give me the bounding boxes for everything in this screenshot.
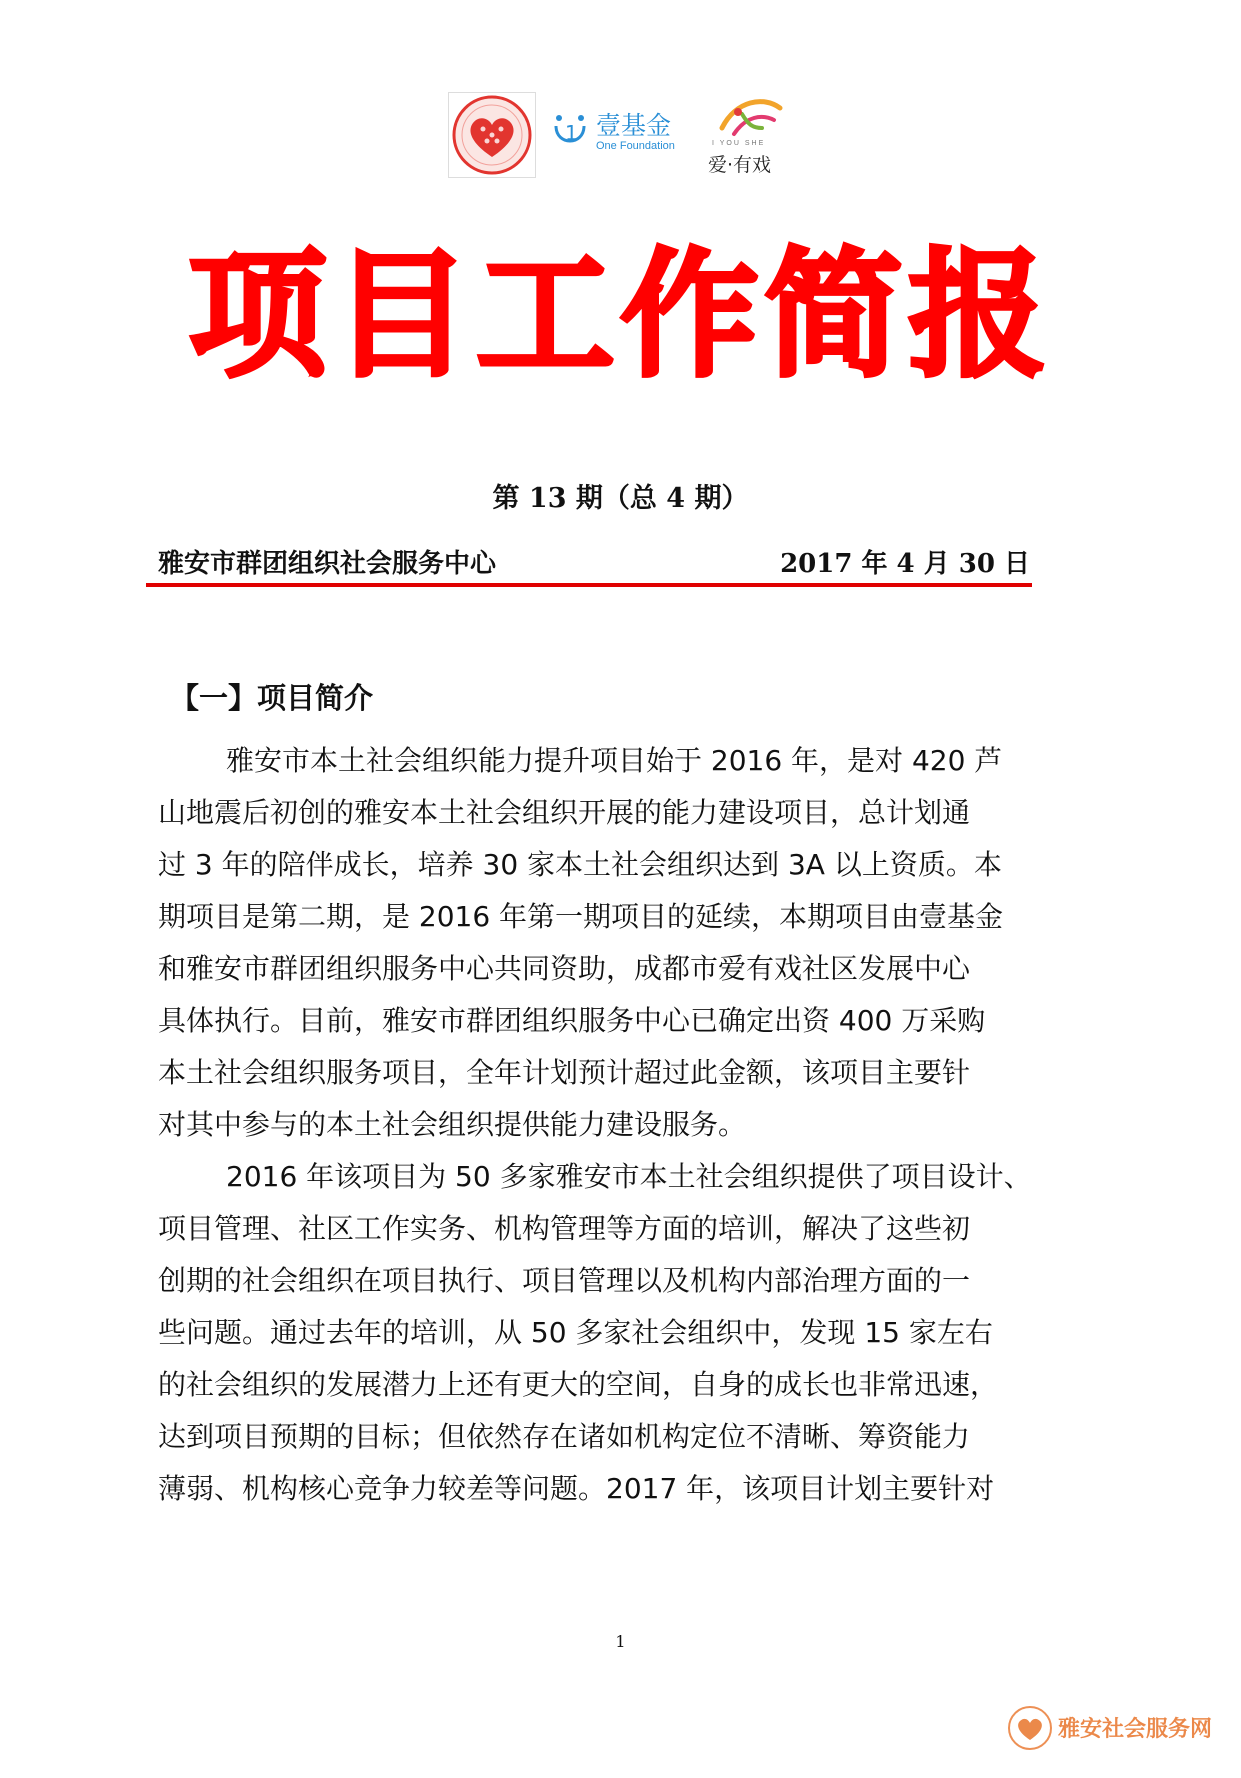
site-watermark xyxy=(1006,1700,1236,1756)
section-heading: 【一】项目简介 xyxy=(170,681,374,715)
page-number: 1 xyxy=(615,1632,626,1651)
watermark-text: 雅安社会服务网 xyxy=(1058,1717,1213,1742)
paragraph-line: 山地震后初创的雅安本土社会组织开展的能力建设项目，总计划通 xyxy=(158,796,971,829)
one-foundation-logo xyxy=(550,106,690,162)
paragraph-line: 项目管理、社区工作实务、机构管理等方面的培训，解决了这些初 xyxy=(158,1212,971,1245)
paragraph-line: 2016 年该项目为 50 多家雅安市本土社会组织提供了项目设计、 xyxy=(226,1160,1032,1193)
paragraph-line: 薄弱、机构核心竞争力较差等问题。2017 年，该项目计划主要针对 xyxy=(158,1472,995,1505)
ai-you-xi-logo xyxy=(708,94,800,178)
publisher-date-row xyxy=(158,547,1038,585)
svg-text:1: 1 xyxy=(565,121,578,145)
paragraph-line: 些问题。通过去年的培训，从 50 多家社会组织中，发现 15 家左右 xyxy=(158,1316,993,1349)
logo-strip xyxy=(448,92,800,180)
paragraph-line: 的社会组织的发展潜力上还有更大的空间，自身的成长也非常迅速， xyxy=(158,1368,999,1401)
paragraph-line: 创期的社会组织在项目执行、项目管理以及机构内部治理方面的一 xyxy=(158,1264,971,1297)
red-divider xyxy=(146,583,1032,587)
paragraph-line: 雅安市本土社会组织能力提升项目始于 2016 年，是对 420 芦 xyxy=(226,744,1003,777)
paragraph-line: 对其中参与的本土社会组织提供能力建设服务。 xyxy=(158,1108,747,1141)
one-foundation-icon xyxy=(550,110,590,160)
publisher-org: 雅安市群团组织社会服务中心 xyxy=(158,549,497,579)
bulletin-title: 项目工作简报 xyxy=(188,235,1053,396)
paragraph-line: 本土社会组织服务项目，全年计划预计超过此金额，该项目主要针 xyxy=(158,1056,971,1089)
one-foundation-en-name: One Foundation xyxy=(596,140,675,152)
paragraph-line: 达到项目预期的目标；但依然存在诸如机构定位不清晰、筹资能力 xyxy=(158,1420,971,1453)
watermark-heart-icon xyxy=(1006,1704,1054,1752)
heart-seal-icon xyxy=(449,93,535,177)
one-foundation-cn-name: 壹基金 xyxy=(596,111,672,140)
ai-you-xi-swoosh-icon xyxy=(716,94,786,140)
issue-number: 第 13 期（总 4 期） xyxy=(492,483,749,514)
ai-you-xi-tagline: I YOU SHE xyxy=(712,140,766,147)
paragraph-line: 过 3 年的陪伴成长，培养 30 家本土社会组织达到 3A 以上资质。本 xyxy=(158,848,1002,881)
paragraph-line: 具体执行。目前，雅安市群团组织服务中心已确定出资 400 万采购 xyxy=(158,1004,986,1037)
ai-you-xi-name: 爱·有戏 xyxy=(708,154,772,176)
paragraph-line: 和雅安市群团组织服务中心共同资助，成都市爱有戏社区发展中心 xyxy=(158,952,971,985)
publish-date: 2017 年 4 月 30 日 xyxy=(780,549,1030,579)
paragraph-line: 期项目是第二期，是 2016 年第一期项目的延续，本期项目由壹基金 xyxy=(158,900,1004,933)
section-body xyxy=(158,735,1098,1515)
yaan-social-service-logo xyxy=(448,92,536,178)
